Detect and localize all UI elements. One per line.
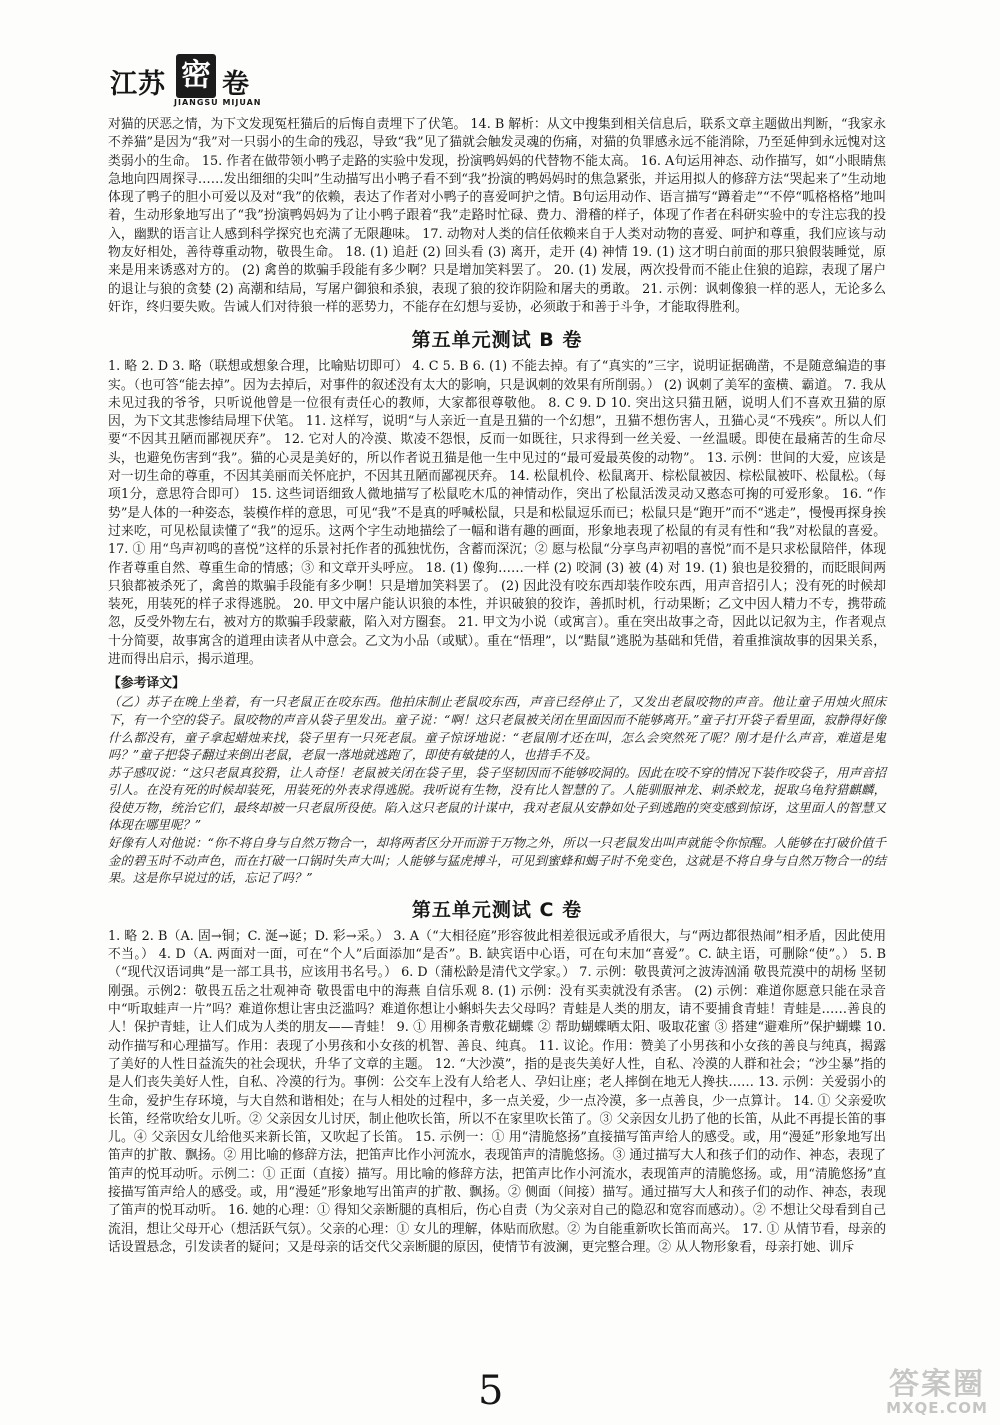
- paragraph-unit-c-answers: 1. 略 2. B（A. 固→铜；C. 涎→诞；D. 彩→采。） 3. A（“大相径庭”形容彼此相差很远或矛盾很大，与“两边都很热闹”相矛盾，因此使用不当。） 4. D（A. 两面对一面，可在“个人”后面添加“是否”。B. 缺宾语中心语，可在句末加“喜爱”。C. 缺主语，可删除“使”。） 5. B（“现代汉语词典”是一部工具书，应该用书名号。） 6. D（蒲松龄是清代文学家。） 7. 示例：敬畏黄河之波涛汹涌 敬畏荒漠中的胡杨 坚韧刚强。示例2：敬畏五岳之壮观神奇 敬畏雷电中的海燕 自信乐观 8. (1) 示例：没有买卖就没有杀害。 (2) 示例：难道你愿意只能在录音中“听取蛙声一片”吗？难道你想让害虫泛滥吗？难道你想让小蝌蚪失去父母吗？青蛙是人类的朋友，请不要捕食青蛙！青蛙是……善良的人！保护青蛙，让人们成为人类的朋友——青蛙！ 9. ① 用柳条青敷花蝴蝶 ② 帮助蝴蝶晒太阳、吸取花蜜 ③ 搭建“避难所”保护蝴蝶 10. 动作描写和心理描写。作用：表现了小男孩和小女孩的机智、善良、纯真。 11. 议论。作用：赞美了小男孩和小女孩的善良与纯真，揭露了美好的人性日益流失的社会现状，升华了文章的主题。 12. “大沙漠”，指的是丧失美好人性，自私、冷漠的人群和社会；“沙尘暴”指的是人们丧失美好人性，自私、冷漠的行为。事例：公交车上没有人给老人、孕妇让座；老人摔倒在地无人搀扶…… 13. 示例：关爱弱小的生命，爱护生存环境，与大自然和谐相处；在与人相处的过程中，多一点关爱，少一点冷漠，多一点善良，少一点算计。 14. ① 父亲爱吹长笛，经常吹给女儿听。② 父亲因女儿讨厌，制止他吹长笛，所以不在家里吹长笛了。③ 父亲因女儿扔了他的长笛，从此不再提长笛的事儿。④ 父亲因女儿给他买来新长笛，又吹起了长笛。 15. 示例一：① 用“清脆悠扬”直接描写笛声给人的感受。或，用“漫延”形象地写出笛声的扩散、飘扬。② 用比喻的修辞方法，把笛声比作小河流水，表现笛声的清脆悠扬。③ 通过描写大人和孩子们的动作、神态，表现了笛声的悦耳动听。示例二：① 正面（直接）描写。用比喻的修辞方法，把笛声比作小河流水，表现笛声的清脆悠扬。或，用“清脆悠扬”直接描写笛声给人的感受。或，用“漫延”形象地写出笛声的扩散、飘扬。② 侧面（间接）描写。通过描写大人和孩子们的动作、神态，表现了笛声的悦耳动听。 16. 她的心理：① 得知父亲断腿的真相后，伤心自责（为父亲对自己的隐忍和宽容而感动）。② 不想让父母看到自己流泪，想让父母开心（想活跃气氛）。父亲的心理：① 女儿的理解，体贴而欣慰。② 为自能重新吹长笛而高兴。 17. ① 从情节看，母亲的话设置悬念，引发读者的疑问；又是母亲的话交代父亲断腿的原因，使情节有波澜，更完整合理。② 从人物形象看，母亲打她、训斥: [108, 928, 886, 1255]
- translation-paragraph-1: （乙）苏子在晚上坐着，有一只老鼠正在咬东西。他拍床制止老鼠咬东西，声音已经停止了，又发出老鼠咬物的声音。他让童子用烛火照床下，有一个空的袋子。鼠咬物的声音从袋子里发出。童子说：“啊！这只老鼠被关闭在里面因而不能够离开。”童子打开袋子看里面，寂静得好像什么都没有，童子拿起蜡烛来找，袋子里有一只死老鼠。童子惊讶地说：“老鼠刚才还在叫，怎么会突然死了呢？刚才是什么声音，难道是鬼吗？”童子把袋子翻过来倒出老鼠，老鼠一落地就逃跑了，即使有敏捷的人，也措手不及。: [108, 694, 886, 763]
- paragraph-unit-b-answers: 1. 略 2. D 3. 略（联想或想象合理，比喻贴切即可） 4. C 5. B 6. (1) 不能去掉。有了“真实的”三字，说明证据确凿，不是随意编造的事实。（也可答“能去掉”。因为去掉后，对事件的叙述没有太大的影响，只是讽刺的效果有所削弱。） (2) 讽刺了美军的蛮横、霸道。 7. 我从未见过我的爷爷，只听说他曾是一位很有责任心的教师，大家都很尊敬他。 8. C 9. D 10. 突出这只猫丑陋，说明人们不喜欢丑猫的原因，为下文其悲惨结局埋下伏笔。 11. 这样写，说明“与人亲近一直是丑猫的一个幻想”，丑猫不想伤害人，丑猫心灵“不残疾”。所以人们要“不因其丑陋而鄙视厌弃”。 12. 它对人的冷漠、欺凌不怨恨，反而一如既往，只求得到一丝关爱、一丝温暖。即使在最痛苦的生命尽头，也避免伤害到“我”。猫的心灵是美好的，所以作者说丑猫是他一生中见过的“最可爱最英俊的动物”。 13. 示例：世间的大爱，应该是对一切生命的尊重，不因其美丽而关怀庇护，不因其丑陋而鄙视厌弃。 14. 松鼠机伶、松鼠离开、棕松鼠被因、棕松鼠被吓、松鼠松。（每项1分，意思符合即可） 15. 这些词语细致人微地描写了松鼠吃木瓜的神情动作，突出了松鼠活泼灵动又憨态可掬的可爱形象。 16. “作势”是人体的一种姿态，装模作样的意思，可见“我”不是真的呼喊松鼠，只是和松鼠逗乐而已；松鼠只是“跑开”而不“逃走”，慢慢再探身挨过来吃，可见松鼠读懂了“我”的逗乐。这两个字生动地描绘了一幅和谐有趣的画面，形象地表现了松鼠的有灵有性和“我”对松鼠的喜爱。 17. ① 用“鸟声初鸣的喜悦”这样的乐景衬托作者的孤独忧伤，含蓄而深沉；② 愿与松鼠“分享鸟声初唱的喜悦”而不是只求松鼠陪伴，体现作者尊重自然、尊重生命的情感；③ 和文章开头呼应。 18. (1) 像狗……一样 (2) 咬洞 (3) 被 (4) 对 19. (1) 狼也是狡猾的，而眨眼间两只狼都被杀死了，禽兽的欺骗手段能有多少啊！只是增加笑料罢了。 (2) 因此没有咬东西却装作咬东西，用声音招引人；没有死的时候却装死，用装死的样子求得逃脱。 20. 甲文中屠户能认识狼的本性，并识破狼的狡诈，善抓时机，行动果断；乙文中因人精力不专，携带疏忽，反受外物左右，被对方的欺骗手段蒙蔽，陷入对方圈套。 21. 甲文为小说（或寓言）。重在突出故事之奇，因此以记叙为主，作者观点十分简要，故事寓含的道理由读者从中意会。乙文为小品（或赋）。重在“悟理”，以“黠鼠”逃脱为基础和凭借，着重推演故事的因果关系，进而得出启示，揭示道理。: [108, 359, 886, 668]
- watermark-top-text: 答案圈: [889, 1367, 985, 1402]
- section-title-c: 第五单元测试 C 卷: [411, 898, 583, 921]
- title-seal: 密: [176, 54, 216, 98]
- paragraph-unit-a-answers: 对猫的厌恶之情，为下文发现冤枉猫后的后悔自责埋下了伏笔。 14. B 解析：从文中搜集到相关信息后，联系文章主题做出判断，“我家永不养猫”是因为“我”对一只弱小的生命的残忍，导致“我”见了猫就会触发灵魂的伤痛，对猫的负罪感永远不能消除，乃至延伸到永远愧对这类弱小的生命。 15. 作者在做带领小鸭子走路的实验中发现，扮演鸭妈妈的代替物不能太高。 16. A句运用神态、动作描写，如“小眼睛焦急地向四周探寻……发出细细的尖叫”生动描写出小鸭子看不到“我”扮演的鸭妈妈时的焦急紧张，并运用拟人的修辞方法“哭起来了”生动地体现了鸭子的胆小可爱以及对“我”的依赖，表达了作者对小鸭子的喜爱呵护之情。B句运用动作、语言描写“蹲着走”“不停“呱格格格”地叫着，生动形象地写出了“我”扮演鸭妈妈为了让小鸭子跟着“我”走路时忙碌、费力、滑稽的样子，体现了作者在科研实验中的专注忘我的投入，幽默的语言让人感到科学探究也充满了无限趣味。 17. 动物对人类的信任依赖来自于人类对动物的喜爱、呵护和尊重，我们应该与动物友好相处，善待尊重动物，敬畏生命。 18. (1) 追赶 (2) 回头看 (3) 离开，走开 (4) 神情 19. (1) 这才明白前面的那只狼假装睡觉，原来是用来诱惑对方的。 (2) 禽兽的欺骗手段能有多少啊？只是增加笑料罢了。 20. (1) 发展，两次投骨而不能止住狼的追踪，表现了屠户的退让与狼的贪婪 (2) 高潮和结局，写屠户御狼和杀狼，表现了狼的狡诈阴险和屠夫的勇敢。 21. 示例：讽刺像狼一样的恶人，无论多么奸诈，终归要失败。告诫人们对待狼一样的恶势力，不能存在幻想与妥协，必须敢于和善于斗争，才能取得胜利。: [108, 117, 886, 315]
- answer-content: [108, 116, 886, 1257]
- translation-paragraph-2: 苏子感叹说：“这只老鼠真狡猾，让人奇怪！老鼠被关闭在袋子里，袋子坚韧因而不能够咬洞的。因此在咬不穿的情况下装作咬袋子，用声音招引人。在没有死的时候却装死，用装死的外表求得逃脱。我听说有生物，没有比人智慧的了。人能驯服神龙、刺杀蛟龙，捉取乌龟狩猎麒麟，役使万物，统治它们，最终却被一只老鼠所役使。陷入这只老鼠的计谋中，我对老鼠从安静如处子到逃跑的突变感到惊讶，这里面人的智慧又体现在哪里呢？”: [108, 764, 886, 833]
- translation-paragraph-3: 好像有人对他说：“你不将自身与自然万物合一，却将两者区分开而游于万物之外，所以一只老鼠发出叫声就能令你惊醒。人能够在打破价值千金的碧玉时不动声色，而在打破一口锅时失声大叫；人能够与猛虎搏斗，可见到蜜蜂和蝎子时不免变色，这就是不将自身与自然万物合一的结果。这是你早说过的话，忘记了吗？”: [108, 835, 886, 886]
- title-right: 卷: [222, 69, 249, 100]
- title-pinyin: JIANGSU MIJUAN: [174, 98, 262, 107]
- title-left: 江苏: [110, 69, 166, 100]
- watermark-logo: [878, 1359, 996, 1421]
- section-title-b: 第五单元测试 B 卷: [411, 329, 583, 352]
- watermark-bottom-text: MXQE.COM: [886, 1399, 988, 1417]
- header: [110, 50, 410, 110]
- reference-translation-label: 【参考译文】: [108, 676, 185, 692]
- page-number: 5: [478, 1368, 504, 1414]
